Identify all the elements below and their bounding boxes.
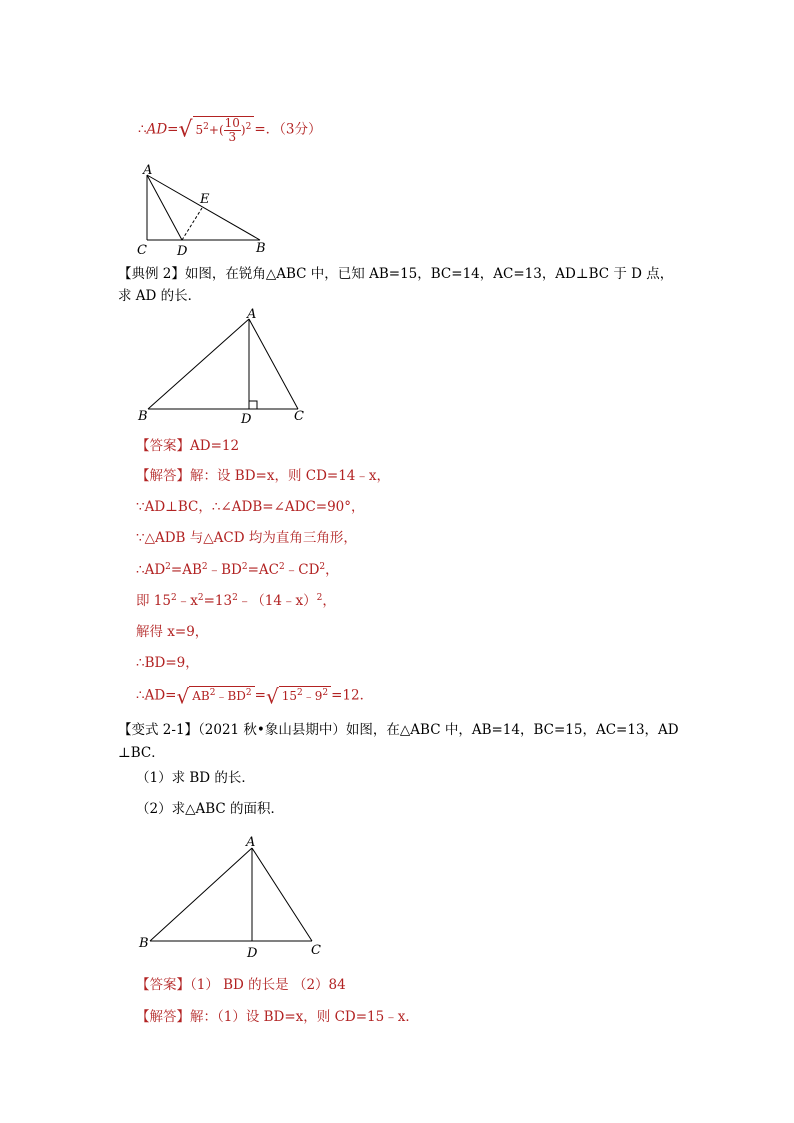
figure-triangle-abc-altitude	[134, 305, 314, 430]
step1-tail: =．（3分）	[254, 121, 322, 138]
figure-triangle-abc-bd	[134, 830, 334, 960]
label-a: A	[143, 163, 153, 178]
solution2-line7: ∴BD=9，	[136, 655, 199, 671]
sqrt-expression: √ $5^2+$( $\frac{10}{3}$ )$^2$	[178, 116, 254, 144]
label-c: C	[137, 243, 147, 258]
example2-line1: 【典例 2】如图，在锐角△ABC 中，已知 AB=15，BC=14，AC=13，AD⊥BC 于 D 点，	[118, 266, 674, 282]
answer2: 【答案】AD=12	[136, 438, 240, 454]
solution2-line4: $\therefore AD^2=AB^2﹣BD^2=AC^2﹣CD^2$，	[136, 562, 339, 578]
equals-sign: =	[167, 121, 179, 138]
label-c: C	[311, 943, 321, 958]
solution2-line5: 即 $15^2﹣x^2=13^2﹣(14﹣x)^2$，	[136, 593, 336, 609]
solution2-line3: ∵△ADB 与△ACD 均为直角三角形，	[136, 530, 357, 546]
solution2-line8: ∴AD=√ $AB^2﹣BD^2$ =√ $15^2﹣9^2 =12$．	[136, 684, 374, 709]
label-a: A	[247, 307, 257, 322]
sqrt-ab-bd: √ $AB^2﹣BD^2$	[176, 686, 254, 706]
label-d: D	[241, 412, 252, 427]
label-c: C	[294, 409, 304, 424]
solution21-line1: 【解答】解：（1）设 BD=x，则 CD=15﹣x．	[136, 1009, 419, 1025]
answer21: 【答案】（1） BD 的长是 （2）84	[136, 977, 346, 993]
step1-formula	[138, 116, 322, 144]
fraction: $\frac{10}{3}$	[224, 116, 240, 144]
label-d: D	[247, 946, 258, 960]
variant21-line1: 【变式 2-1】（2021 秋•象山县期中）如图，在△ABC 中，AB=14，BC=15，AC=13，AD	[118, 722, 679, 738]
label-b: B	[138, 409, 148, 424]
therefore-symbol: ∴	[138, 121, 147, 138]
example2-line2: 求 AD 的长．	[118, 288, 202, 304]
solution2-line6: 解得 x=9，	[136, 624, 209, 640]
label-b: B	[256, 241, 266, 256]
label-d: D	[177, 244, 188, 259]
sqrt-15-9: √ $15^2﹣9^2$	[266, 686, 331, 706]
label-e: E	[200, 192, 210, 207]
solution2-line2: ∵AD⊥BC，∴∠ADB=∠ADC=90°，	[136, 499, 365, 515]
label-a: A	[246, 835, 256, 850]
solution2-line1: 【解答】解：设 BD=x，则 CD=14﹣x，	[136, 468, 391, 484]
variant21-question1: （1）求 BD 的长．	[136, 770, 255, 786]
figure-triangle-ade	[134, 160, 274, 260]
ad-label: AD	[146, 121, 168, 138]
variant21-question2: （2）求△ABC 的面积．	[136, 801, 285, 817]
label-b: B	[139, 936, 149, 951]
variant21-line2: ⊥BC．	[118, 745, 165, 761]
